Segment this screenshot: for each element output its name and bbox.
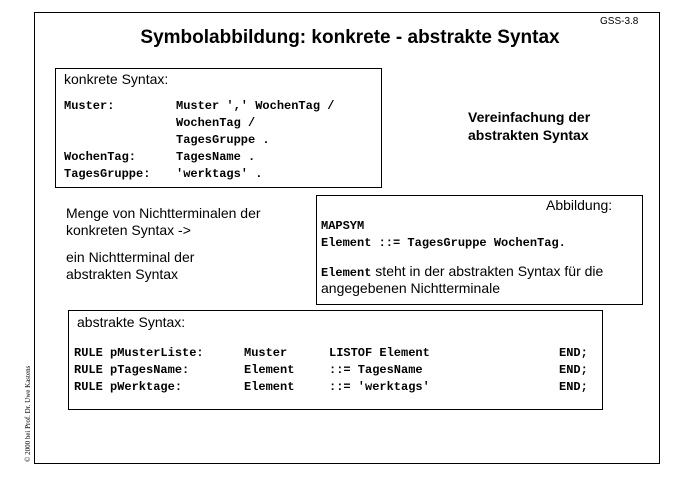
- mapping-rule: Element ::= TagesGruppe WochenTag.: [321, 236, 566, 250]
- mapping-description: [321, 263, 603, 280]
- mapsym-keyword: MAPSYM: [321, 219, 365, 233]
- rule-rhs: ::= 'werktags': [329, 380, 430, 394]
- concrete-row-rhs: 'werktags' .: [176, 167, 263, 181]
- mapping-label: Abbildung:: [546, 197, 613, 213]
- rule-lhs: Element: [244, 363, 295, 377]
- rule-name: RULE pWerktage:: [74, 380, 183, 394]
- nonterminal-set-note: konkreten Syntax ->: [66, 222, 191, 238]
- nonterminal-set-note: Menge von Nichtterminalen der: [66, 205, 261, 221]
- concrete-row-rhs: TagesGruppe .: [176, 133, 270, 147]
- mapping-description-keyword: Element: [321, 266, 372, 280]
- mapping-description-text: steht in der abstrakten Syntax für die: [371, 263, 604, 279]
- slide-id: GSS-3.8: [600, 16, 639, 27]
- concrete-row-rhs: WochenTag /: [176, 116, 256, 130]
- nonterminal-single-note: ein Nichtterminal der: [66, 249, 195, 265]
- rule-lhs: Element: [244, 380, 295, 394]
- rule-name: RULE pMusterListe:: [74, 346, 204, 360]
- concrete-row-lhs: TagesGruppe:: [64, 167, 151, 181]
- concrete-row-rhs: TagesName .: [176, 150, 256, 164]
- mapping-description-line2: angegebenen Nichtterminale: [321, 280, 501, 296]
- rule-end: END;: [559, 363, 588, 377]
- concrete-row-lhs: WochenTag:: [64, 150, 137, 164]
- abstract-syntax-label: abstrakte Syntax:: [77, 314, 186, 330]
- page-title: Symbolabbildung: konkrete - abstrakte Syntax: [140, 27, 560, 48]
- simplification-note-line1: Vereinfachung der: [468, 109, 591, 125]
- rule-lhs: Muster: [244, 346, 288, 360]
- concrete-row-lhs: Muster:: [64, 99, 115, 113]
- copyright-note: © 2000 bei Prof. Dr. Uwe Kastens: [24, 365, 32, 462]
- rule-end: END;: [559, 346, 588, 360]
- rule-name: RULE pTagesName:: [74, 363, 190, 377]
- concrete-row-rhs: Muster ',' WochenTag /: [176, 99, 335, 113]
- rule-rhs: LISTOF Element: [329, 346, 430, 360]
- concrete-syntax-label: konkrete Syntax:: [64, 71, 169, 87]
- nonterminal-single-note: abstrakten Syntax: [66, 266, 179, 282]
- rule-end: END;: [559, 380, 588, 394]
- rule-rhs: ::= TagesName: [329, 363, 423, 377]
- simplification-note-line2: abstrakten Syntax: [468, 127, 589, 143]
